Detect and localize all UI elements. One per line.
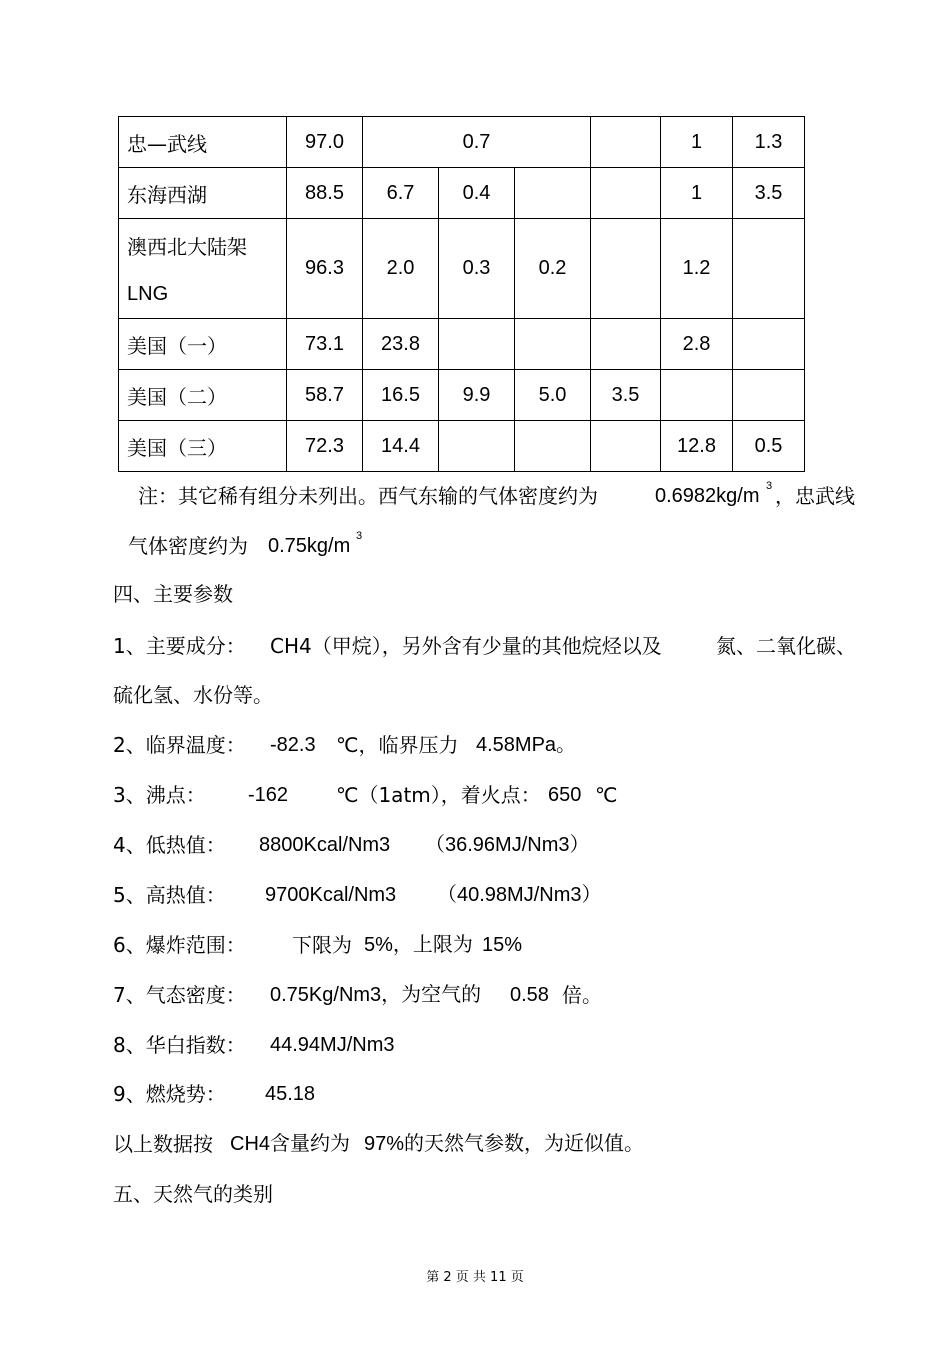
table-cell — [515, 168, 591, 219]
param-value: 650 — [548, 784, 582, 806]
param-value: 0.75Kg/Nm3，为空气的 — [270, 984, 482, 1006]
param-value: 氮、二氧化碳、 — [716, 634, 856, 658]
row-name: 美国（三） — [119, 421, 287, 472]
param-label: 9、燃烧势： — [113, 1082, 226, 1106]
param-value: 5%，上限为 — [364, 934, 473, 956]
table-cell: 88.5 — [287, 168, 363, 219]
param-label: 硫化氢、水份等。 — [113, 683, 273, 707]
table-cell: 97.0 — [287, 117, 363, 168]
row-name: 美国（二） — [119, 370, 287, 421]
table-cell: 96.3 — [287, 219, 363, 319]
param-value: CH4（甲烷），另外含有少量的其他烷烃以及 — [270, 634, 662, 658]
summary-text: 以上数据按 — [113, 1132, 213, 1156]
note-text: 气体密度约为 — [128, 534, 248, 558]
row-name — [119, 219, 287, 319]
table-row — [119, 168, 805, 219]
param-value: （40.98MJ/Nm3） — [437, 884, 602, 906]
param-value: 下限为 — [292, 933, 352, 957]
param-label: 5、高热值： — [113, 883, 226, 907]
table-cell: 5.0 — [515, 370, 591, 421]
param-value: 15% — [482, 934, 523, 956]
note-superscript: 3 — [356, 530, 363, 542]
table-cell — [591, 421, 661, 472]
note-text: 注：其它稀有组分未列出。西气东输的气体密度约为 — [138, 484, 598, 508]
param-label: 6、爆炸范围： — [113, 933, 246, 957]
param-value: 4.58MPa。 — [476, 734, 577, 756]
summary-text: CH4含量约为 — [230, 1133, 351, 1155]
param-label: 3、沸点： — [113, 783, 206, 807]
param-label: 8、华白指数： — [113, 1033, 246, 1057]
note-text: ，忠武线 — [775, 484, 855, 508]
table-row — [119, 117, 805, 168]
table-cell: 0.3 — [439, 219, 515, 319]
gas-composition-table — [118, 116, 805, 472]
table-cell: 6.7 — [363, 168, 439, 219]
table-cell: 1 — [661, 168, 733, 219]
table-cell — [661, 370, 733, 421]
table-cell: 16.5 — [363, 370, 439, 421]
param-value: 45.18 — [265, 1083, 316, 1105]
table-cell: 9.9 — [439, 370, 515, 421]
note-density-value: 0.75kg/m — [268, 535, 351, 557]
table-cell — [515, 319, 591, 370]
table-cell: 2.0 — [363, 219, 439, 319]
param-label: 2、临界温度： — [113, 733, 246, 757]
note-density-value: 0.6982kg/m — [655, 485, 760, 507]
table-cell — [439, 421, 515, 472]
table-cell — [733, 370, 805, 421]
page-footer: 第 2 页 共 11 页 — [426, 1270, 524, 1285]
table-cell: 58.7 — [287, 370, 363, 421]
param-value: ℃，临界压力 — [336, 733, 459, 757]
row-name: 东海西湖 — [119, 168, 287, 219]
section-heading: 五、天然气的类别 — [113, 1182, 273, 1206]
row-name: 忠—武线 — [119, 117, 287, 168]
table-cell: 1 — [661, 117, 733, 168]
param-value: ℃（1atm），着火点： — [336, 783, 541, 807]
table-cell: 72.3 — [287, 421, 363, 472]
table-row — [119, 421, 805, 472]
table-cell — [733, 219, 805, 319]
param-value: 44.94MJ/Nm3 — [270, 1034, 395, 1056]
param-value: 倍。 — [562, 983, 602, 1007]
table-cell: 14.4 — [363, 421, 439, 472]
table-cell: 0.5 — [733, 421, 805, 472]
table-cell: 12.8 — [661, 421, 733, 472]
table-cell: 0.4 — [439, 168, 515, 219]
table-row — [119, 319, 805, 370]
table-cell: 1.2 — [661, 219, 733, 319]
table-cell — [439, 319, 515, 370]
row-name-line2: LNG — [127, 283, 169, 305]
table-cell — [591, 117, 661, 168]
table-cell: 3.5 — [591, 370, 661, 421]
section-heading: 四、主要参数 — [113, 582, 233, 606]
param-value: -82.3 — [270, 734, 316, 756]
param-value: 0.58 — [510, 984, 549, 1006]
row-name-line1: 澳西北大陆架 — [127, 235, 247, 259]
param-value: ℃ — [595, 783, 618, 807]
table-row — [119, 370, 805, 421]
table-cell: 73.1 — [287, 319, 363, 370]
table-cell — [591, 168, 661, 219]
param-label: 4、低热值： — [113, 833, 226, 857]
table-cell: 0.2 — [515, 219, 591, 319]
param-value: 9700Kcal/Nm3 — [265, 884, 397, 906]
summary-text: 97%的天然气参数，为近似值。 — [364, 1133, 645, 1155]
table-cell — [515, 421, 591, 472]
param-label: 1、主要成分： — [113, 634, 246, 658]
table-row — [119, 219, 805, 319]
table-cell: 1.3 — [733, 117, 805, 168]
table-cell — [591, 319, 661, 370]
param-value: -162 — [248, 784, 289, 806]
table-cell — [591, 219, 661, 319]
param-value: 8800Kcal/Nm3 — [259, 834, 391, 856]
param-value: （36.96MJ/Nm3） — [425, 834, 590, 856]
param-label: 7、气态密度： — [113, 983, 246, 1007]
table-cell: 23.8 — [363, 319, 439, 370]
table-cell: 3.5 — [733, 168, 805, 219]
note-superscript: 3 — [766, 480, 773, 492]
table-cell: 0.7 — [363, 117, 591, 168]
table-cell — [733, 319, 805, 370]
table-cell: 2.8 — [661, 319, 733, 370]
row-name: 美国（一） — [119, 319, 287, 370]
